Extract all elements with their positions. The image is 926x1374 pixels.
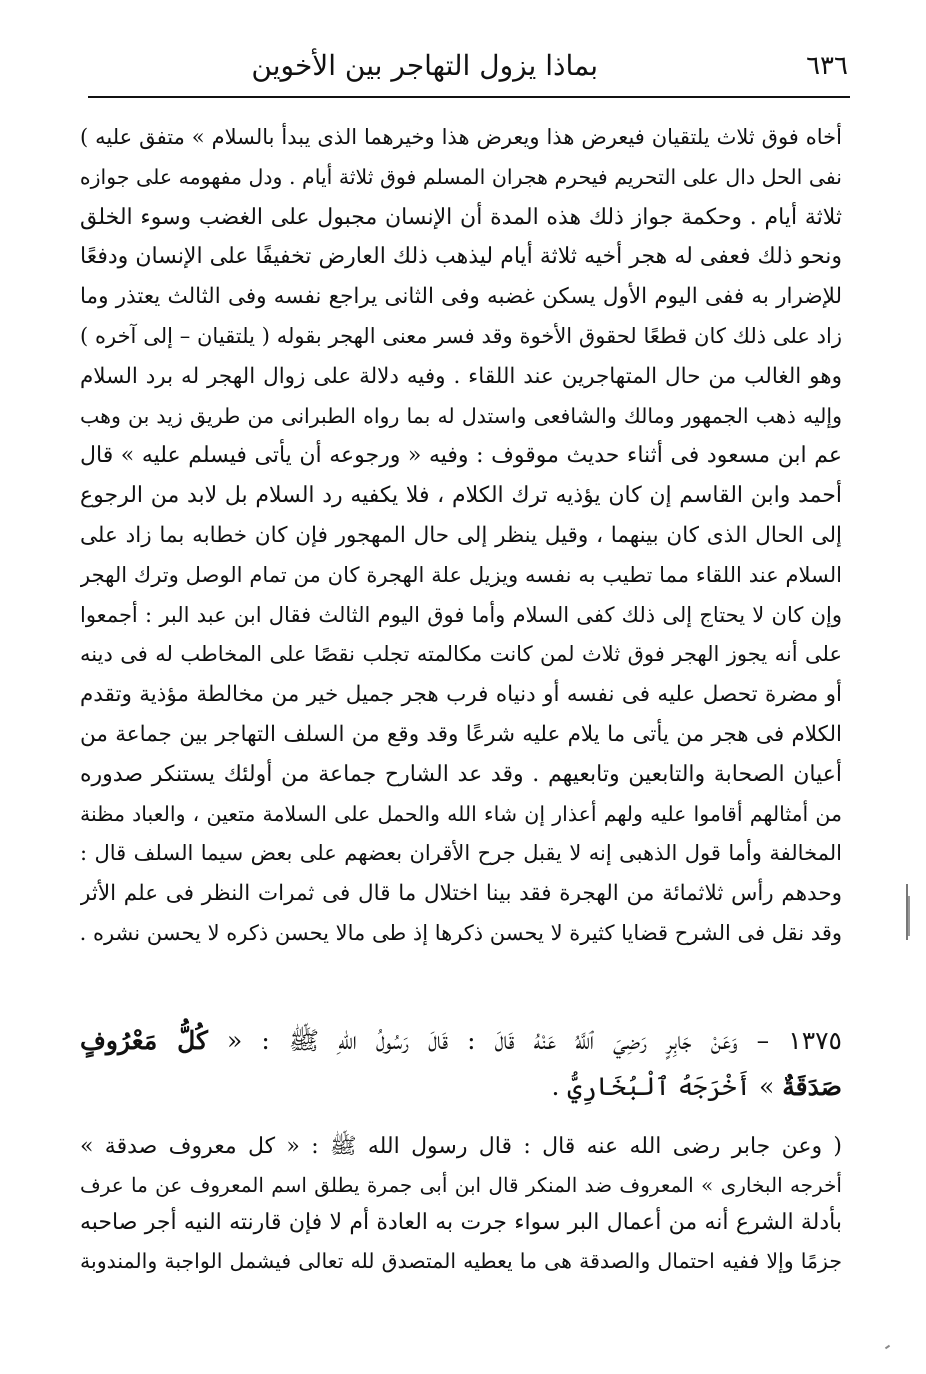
text-line: أخاه فوق ثلاث يلتقيان فيعرض هذا ويعرض هذا وخيرهما الذى يبدأ بالسلام » متفق عليه ): [80, 125, 842, 149]
hadith-line: [80, 1064, 842, 1110]
commentary-paragraph: [80, 118, 842, 954]
text-line: وإن كان لا يحتاج إلى ذلك كفى السلام وأما فوق اليوم الثالث فقال ابن عبد البر : أجمعوا: [80, 602, 842, 627]
text-line: زاد على ذلك كان قطعًا لحقوق الأخوة وقد فسر معنى الهجر بقوله ( يلتقيان – إلى آخره ): [80, 323, 842, 348]
hadith-bold-text: صَدَقَةٌ: [782, 1072, 842, 1101]
text-line: جزمًا وإلا ففيه احتمال والصدقة هى ما يعطيه المتصدق لله تعالى فيشمل الواجبة والمندوبة: [80, 1249, 842, 1273]
page-header: [88, 40, 848, 90]
hadith-bold-text: كُلُّ مَعْرُوفٍ: [80, 1026, 208, 1055]
text-line: إلى الحال الذى كان بينهما ، وقيل ينظر إلى حال المهجور فإن كان خطابه بما زاد على: [80, 522, 842, 548]
scan-speck: [885, 1345, 890, 1350]
sharh-paragraph: [80, 1128, 842, 1280]
text-line: بأدلة الشرع أنه من أعمال البر سواء جرت به العادة أم لا فإن قارنته النيه أجر صاحبه: [80, 1210, 842, 1235]
text-line: أو مضرة تحصل عليه فى نفسه أو دنياه فرب هجر جميل خير من مخالطة مؤذية وتقدم: [80, 682, 842, 708]
text-line: أعيان الصحابة والتابعين وتابعيهم . وقد عد الشارح جماعة من أولئك يستنكر صدوره: [80, 761, 842, 787]
text-line: السلام عند اللقاء مما تطيب به نفسه ويزيل علة الهجرة كان من تمام الوصل وترك الهجر: [80, 562, 842, 587]
hadith-text: » أَخْرَجَهُ ٱلْبُخَارِيُّ .: [551, 1072, 775, 1101]
hadith-line: [80, 1018, 842, 1064]
text-line: عم ابن مسعود فى أثناء حديث موقوف : وفيه « ورجوعه أن يأتى فيسلم عليه » قال: [80, 443, 842, 469]
text-line: ( وعن جابر رضى الله عنه قال : قال رسول الله ﷺ : « كل معروف صدقة »: [80, 1134, 842, 1159]
text-line: للإضرار به ففى اليوم الأول يسكن غضبه وفى الثانى يراجع نفسه وفى الثالث يعتذر وما: [80, 284, 842, 310]
text-line: من أمثالهم أقاموا عليه ولهم أعذار إن شاء الله والحمل على السلامة متعين ، والعباد مظنة: [80, 801, 842, 826]
text-line: وهو الغالب من حال المتهاجرين عند اللقاء . وفيه دلالة على زوال الهجر له برد السلام: [80, 363, 842, 389]
text-line: وحدهم رأس ثلاثمائة من الهجرة فقد بينا اختلال ما قال فى ثمرات النظر فى علم الأثر: [80, 881, 842, 907]
text-line: ونحو ذلك فعفى له هجر أخيه ثلاثة أيام ليذهب ذلك العارض تخفيفًا على الإنسان ودفعًا: [80, 244, 842, 270]
running-title: بماذا يزول التهاجر بين الأخوين: [251, 49, 598, 82]
text-line: وإليه ذهب الجمهور ومالك والشافعى واستدل له بما رواه الطبرانى من طريق زيد بن وهب: [80, 403, 842, 428]
text-line: على أنه يجوز الهجر فوق ثلاث لمن كانت مكالمته تجلب نقصًا على المخاطب له فى دينه: [80, 642, 842, 667]
margin-scan-mark: [908, 896, 910, 936]
text-line: المخالفة وأما قول الذهبى إنه لا يقبل جرح الأقران بعضهم على بعض سيما السلف قال :: [80, 841, 842, 866]
text-line: ثلاثة أيام . وحكمة جواز ذلك هذه المدة أن الإنسان مجبول على الغضب وسوء الخلق: [80, 204, 842, 230]
text-line: وقد نقل فى الشرح قضايا كثيرة لا يحسن ذكرها إذ طى مالا يحسن ذكره لا يحسن نشره .: [80, 920, 842, 945]
text-line: نفى الحل دال على التحريم فيحرم هجران المسلم فوق ثلاثة أيام . ودل مفهومه على جوازه: [80, 164, 842, 189]
page-number: ٦٣٦: [806, 51, 848, 81]
hadith-block: [80, 1018, 842, 1110]
text-line: أحمد وابن القاسم إن كان يؤذيه ترك الكلام ، فلا يكفيه رد السلام بل لابد من الرجوع: [80, 483, 842, 509]
text-line: الكلام فى هجر من يأتى ما يلام عليه شرعًا وقد وقع من السلف التهاجر بين جماعة من: [80, 721, 842, 747]
header-rule: [88, 96, 850, 98]
hadith-text: ١٣٧٥ – وَعَنْ جَابِرٍ رَضِيَ ٱللَّهُ عَنْهُ قَالَ : قَالَ رَسُولُ اللهِ ﷺ : «: [226, 1026, 842, 1055]
text-line: أخرجه البخارى » المعروف ضد المنكر قال ابن أبى جمرة يطلق اسم المعروف عن ما عرف: [80, 1173, 842, 1197]
